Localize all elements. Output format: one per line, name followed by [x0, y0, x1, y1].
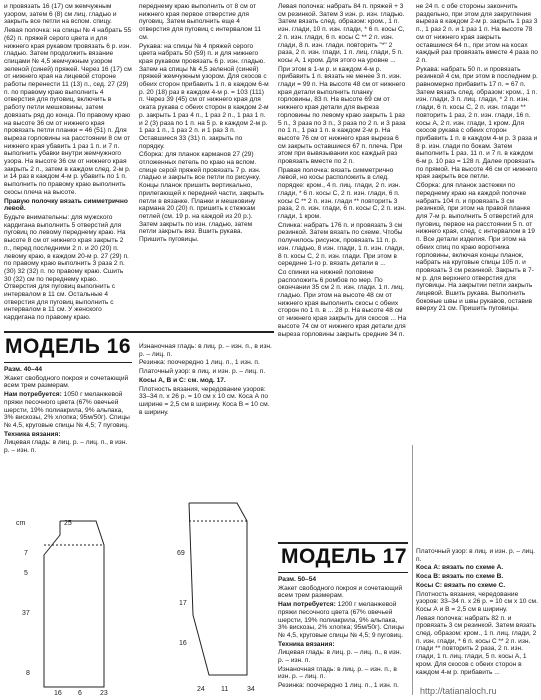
section-divider	[4, 362, 132, 363]
section-divider	[278, 572, 408, 573]
paragraph: Рукава: набрать 50 п. и провязать резинкой 4 см, при этом в последнем р. равномерно прибавить 17 п. = 67 п. Затем вязать след. образом: кром., 1 п. изн. глади, 3 п. лиц. глади, * 2 п. изн. глади, 6 п. косы С, 2 п. изн. глади ** повторить 1 раз, 2 п. изн. глади, 16 п. косы А, 2 п. изн. глади, 1 кром. Для скосов рукава с обеих сторон прибавить 1 п. в каждом 4-м р. 3 раза и 8 р. изн. глади по бокам. Затем выполнить 1 раз. 11 п. и 7 п. в каждом 6-м р. 10 раз = 128 п. Далее провязать по прямой. На высоте 46 см от нижнего края закрыть все петли.	[416, 65, 538, 181]
paragraph: переднему краю выполнить от 8 см от нижнего края первое отверстие для пуговиц. Затем выполнить еще 4 отверстия для пуговиц с интервалом 11 см.	[139, 3, 262, 41]
stitch-text: Резинка: поочередно 1 лиц. п., 1 изн. п.	[139, 359, 260, 367]
dim-label: 24	[197, 686, 205, 693]
stitch-text: Плотность вязания, чередование узоров: 33–34 п. х 26 р. = 10 см х 10 см. Косы А и В = 2,5 см в ширину.	[416, 590, 538, 613]
dim-label: 11	[221, 686, 229, 693]
dim-label: 69	[177, 550, 185, 557]
dim-label: 8	[26, 670, 30, 677]
stitch-text: Платочный узор: в лиц. и изн. р. – лиц. п.	[139, 368, 266, 376]
stitch-text: Плотность вязания, чередование узоров: 33–34 п. х 26 р. = 10 см х 10 см. Коса А по ширине = 2,5 см в ширину. Коса В = 10 см. в ширину.	[139, 385, 270, 416]
description: Жакет свободного покроя и сочетающий всем трем размерам.	[4, 374, 129, 390]
column-2-text	[139, 3, 269, 328]
dim-label: 37	[22, 610, 30, 617]
schematic-sleeve-model-16	[139, 495, 274, 697]
dim-label: 25	[64, 520, 72, 527]
materials-label: Нам потребуется:	[4, 391, 62, 399]
column-4-text	[416, 3, 538, 438]
column-3-text	[278, 3, 408, 538]
section-divider	[4, 331, 274, 333]
dim-label: 5	[24, 570, 28, 577]
paragraph: Сборка: для планок застежки по переднему краю на каждой полочке набрать 104 п. и провязать 3 см резинкой, при этом на правой планке для 7-м р. выполнить 5 отверстий для пуговиц, первое на расстоянии 5 п. от нижнего края, след. с интервалом в 19 п. Все детали изделия. При этом на обеих спиц по краю воротника горловины, включая концы планок, набрать на круговые спицы 105 п. и провязать 3 см резинкой. Закрыть в 7-м р. для верхнего отверстия для пуговицы. На закрытии петли закрыть лицевой. Вшить рукава. Выполнить боковые швы и швы рукавов, оставив вверху 21 см. Пришить пуговицы.	[416, 182, 535, 313]
paragraph: Спинка: набрать 176 п. и провязать 3 см резинкой. Затем вязать по схеме. Чтобы получилось рисунок, провязать 11 п. р. изн. гладью, 8 изн. глади, 1 п. изн. глади, 8 п. косы С, 2 п. изн. глади. При этом в середине 1-го р. вязать детали в ...	[278, 221, 405, 268]
dim-label: cm	[16, 520, 26, 527]
description: Жакет свободного покроя и сочетающий всем трем размерам.	[278, 584, 403, 600]
dim-label: 7	[24, 550, 28, 557]
stitch-text: Лицевая гладь: в лиц. р. – лиц. п., в изн. р. – изн. п.	[4, 439, 128, 455]
stitch-text: Резинка: поочередно 1 лиц. п., 1 изн. п.	[278, 682, 399, 690]
paragraph: Со спинки на нижней половине расположить 6 ромбов по мер. По окончании 35 см 2 п. изн. глади. 1 п. лиц. гладью. При этом на высоте 48 см от нижнего края выполнить скосы с обеих сторон по 1 п. в ... 28 р. На высоте 48 см от нижнего края закрыть для скосов ... На высоте 74 см от нижнего края детали для выреза горловины закрыть средние 34 п.	[278, 268, 407, 338]
technique-label: Техника вязания:	[4, 430, 61, 438]
dim-label: 16	[179, 640, 187, 647]
model-16-info	[4, 366, 132, 516]
dim-label: 16	[54, 690, 62, 697]
stitch-text: Коса А: вязать по схеме А.	[416, 564, 504, 572]
schematic-body-model-16	[4, 515, 134, 697]
paragraph: Правая полочка: вязать симметрично левой, но косы расположить в след. порядке: кром., 4 п. лиц. глади, 2 п. изн. глади, * 6 п. косы С, 2 п. изн. глади, 6 п. косы С ** 2 п. изн. глади ** повторить 3 раза, 2 п. изн. глади, 6 п. косы С, 2 п. изн. глади, 1 кром.	[278, 166, 406, 220]
stitch-text: Косы А, В и С: см. мод. 17.	[139, 376, 226, 384]
paragraph: При этом в 1-м р. и каждом 4-м р. прибавить 1 п. вязать не менее 3 п. изн. глади = 99 п. На высоте 48 см от нижнего края детали выполнить планку горловины, 83 п. На высоте 69 см от нижнего края детали для выреза горловины по левому краю закрыть 1 раз 5 п., 3 раза по 3 п., 3 раза по 2 п. и 3 раза по 1 п., 1 раз 1 п. в каждом 2-м р. На высоте 76 см от нижнего края выреза 6 см закрыть оставшиеся 67 п. плеча. При этом при вывязывании кос каждый раз провязать вместе по 2 п.	[278, 65, 406, 166]
paragraph: Правую полочку вязать симметрично левой.	[4, 197, 128, 213]
watermark: http://tatianaloch.ru	[420, 686, 497, 696]
model-16-stitches	[139, 343, 274, 478]
stitch-text: Лицевая гладь: в лиц. р. – лиц. п., в изн. р. – изн. п.	[278, 649, 402, 665]
paragraph: и провязать 16 (17) см жемчужным узором, затем 6 (8) см лиц. гладью и закрыть все петли на вспом. спицу.	[4, 3, 117, 26]
paragraph: Будьте внимательны: для мужского кардигана выполнить 5 отверстий для пуговиц по левому переднему краю. На высоте 8 см от нижнего края закрыть 2 п., перед последними 2 п. и 20 (20) п. левому краю, в каждом 20-м р. 27 (29) п. по правому краю выполнить 3 раза 2 п. (30) 32 (32) п. по правому краю. Сшить 30 (32) см по переднему краю. Отверстия для пуговиц выполнить с интервалом в 11 см. Остальные 4 отверстия для пуговиц выполнить с интервалом в 11 см. У женского кардигана по правому краю.	[4, 213, 129, 322]
paragraph: Сборка: для планок карманов 27 (29) отложенных петель по краю на вспом. спице серой пряжей провязать 7 р. изн. гладью и закрыть все петли по рисунку. Концы планок пришить вертикально, прилегающей к передней части, закрыть петли в вязанке. Планки и мешковину кармана 20 (20) п. пришить к стежкам петлей (см. 19 р. на каждой из 20 р.). Затем закрыть по изн. гладью, затем петли закрыть вяз. Вшить рукава. Пришить пуговицы.	[139, 151, 264, 244]
size-label: Разм. 50–54	[278, 576, 317, 583]
column-4-bottom-text	[416, 548, 538, 696]
paragraph: Левая полочка: набрать 84 п. пряжей + 3 см резинкой. Затем 3 изн. р. изн. гладью. Затем вязать след. образом: кром., 1 п. изн. глади, 10 п. изн. глади, * 6 п. косы С, 2 п. изн. глади, 6 п. косы С ** 2 п. изн. глади, 8 п. изн. глади. повторить "*" 2 раза, 2 п. изн. глади, 1 п. лиц. глади, 5 п. косы А, 1 кром. Для этого на уровне ...	[278, 3, 405, 64]
size-label: Разм. 40–44	[4, 366, 43, 373]
dim-label: 23	[100, 690, 108, 697]
model-17-info	[278, 576, 408, 698]
column-separator	[412, 445, 413, 695]
dim-label: 34	[247, 686, 255, 693]
paragraph: не 24 п. с обе стороны закончить раздельно, при этом для закругления выреза в каждом 2-м р. закрыть 1 раз 3 п., 1 раз 2 п. и 1 раз 1 п. На высоте 78 см от нижнего края закрыть оставшиеся 64 п., при этом на косах каждый раз провязать вместе 4 раза по 2 п.	[416, 3, 538, 64]
materials-label: Нам потребуется:	[278, 601, 336, 609]
materials-text: 1050 г меланжевой пряжи песочного цвета (67% овечьей шерсти, 19% полиакрила, 9% альпака, 3% вискозы, 2% хлопка; 95м/50г). Спицы № 4,5, круговые спицы № 4,5; 7 пуговиц.	[4, 391, 130, 429]
stitch-text: Коса В: вязать по схеме В.	[416, 573, 504, 581]
stitch-text: Изнаночная гладь: в лиц. р. – изн. п., в изн. р. – лиц. п.	[139, 343, 272, 358]
paragraph: Рукава: на спицы № 4 пряжей серого цвета набрать 50 (59) п. и для нижнего края рукавом провязать 6 р. изн. гладью. Затем на спицы № 4,5 зеленой (синей) пряжей жемчужным узором. Для скосов с обеих сторон прибавить 1 п. в каждом 6-м р. 20 (18) раз в каждом 4-м р. = 103 (111) п. Через 39 (45) см от нижнего края для оката рукава с обеих сторон в каждом 2-м р. закрыть 1 раз 4 п., 1 раз 2 п., 1 раз 1 п. и 2 (3) раза по 1 п. на 5 р. в каждом 2-м р. 1 раз 1 п., 1 раз 2 п. и 1 раз 3 п. Оставшиеся 33 (31) п. закрыть по порядку.	[139, 42, 269, 150]
column-1-text	[4, 3, 132, 328]
dim-label: 6	[78, 690, 82, 697]
technique-label: Техника вязания:	[278, 640, 335, 648]
model-17-title: МОДЕЛЬ 17	[281, 545, 408, 568]
stitch-text: Левая полочка: набрать 82 п. и провязать 3 см резинкой. Затем вязать след. образом: кром., 1 п. лиц. глади, 2 п. изн. глади, * 6 п. косы С ** 2 п. изн. глади ** повторить 2 раза, 2 п. изн. глади, 1 п. лиц. глади, 5 п. косы А, 1 кром. Для скосов с обеих сторон в каждом 4-м р. прибавить ...	[416, 614, 537, 676]
materials-text: 1200 г меланжевой пряжи песочного цвета (67% овечьей шерсти, 19% полиакрила, 9% альпака, 3% вискозы, 2% хлопка; 95м/50г). Спицы № 4,5, круговые спицы № 4,5; 9 пуговиц.	[278, 601, 404, 639]
stitch-text: Платочный узор: в лиц. и изн. р. – лиц. п.	[416, 548, 535, 563]
model-16-title: МОДЕЛЬ 16	[5, 335, 132, 358]
section-divider	[278, 542, 408, 544]
stitch-text: Изнаночная гладь: в лиц. р. – изн. п., в изн. р. – лиц. п.	[278, 665, 397, 681]
stitch-text: Косы С: вязать по схеме С.	[416, 581, 506, 589]
dim-label: 17	[179, 600, 187, 607]
paragraph: Левая полочка: на спицы № 4 набрать 55 (62) п. пряжей серого цвета и для нижнего края рукавом провязать 6 р. изн. гладью. Затем продолжить вязание спицами № 4,5 жемчужным узором зеленой (синей) пряжей. Через 16 (17) см от нижнего края на лицевой стороне работы перенести 11 (13) п., сед. 27 (29) п. по правому краю выполнить 4 отверстия для пуговиц, включить в работу петли мешковины, затем довязать ряд до конца. По правому краю на высоте 36 см от нижнего края провязать петли планки = 46 (51) п. Для выреза горловины на расстоянии 8 см от нижнего края убавить 1 раз 1 п. и 7 п. выполнить убавки внутри жемчужного узора. На высоте 36 см от нижнего края закрыть 2 п., затем в каждом след. 2-м р. и 14 раз в каждом 4-м р. убавить по 1 п. выполнить по правому краю выполнить скосы плеча на высоте.	[4, 27, 132, 196]
